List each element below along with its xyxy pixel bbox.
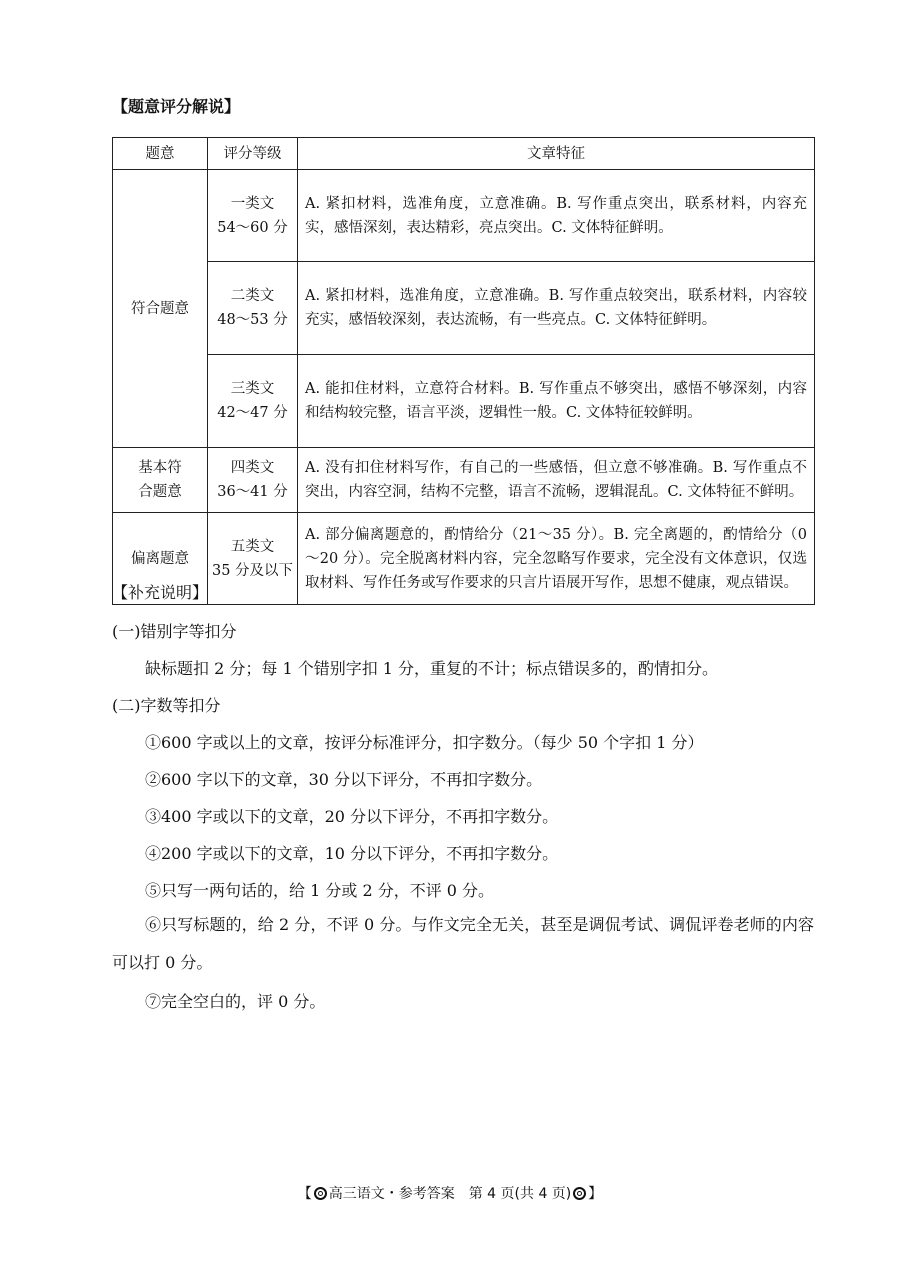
features-cell: A. 能扣住材料，立意符合材料。B. 写作重点不够突出，感悟不够深刻，内容和结构较完整，语言平淡，逻辑性一般。C. 文体特征较鲜明。	[298, 355, 815, 448]
grade-name: 四类文	[230, 460, 275, 476]
subsection-title-typos: (一)错别字等扣分	[112, 622, 237, 641]
table-row	[113, 513, 815, 605]
features-cell: A. 部分偏离题意的，酌情给分（21～35 分）。B. 完全离题的，酌情给分（0～20 分）。完全脱离材料内容，完全忽略写作要求，完全没有文体意识，仅选取材料、写作任务或写作要求的只言片语展开写作，思想不健康，观点错误。	[298, 513, 815, 605]
list-item: ③400 字或以下的文章，20 分以下评分，不再扣字数分。	[145, 807, 559, 826]
target-icon	[573, 1187, 586, 1200]
table-row	[113, 262, 815, 355]
table-row	[113, 355, 815, 448]
grade-name: 三类文	[230, 381, 275, 397]
table-header: 评分等级	[208, 138, 298, 170]
features-cell: A. 紧扣材料，选准角度，立意准确。B. 写作重点较突出，联系材料，内容较充实，感悟较深刻，表达流畅，有一些亮点。C. 文体特征鲜明。	[298, 262, 815, 355]
grade-cell	[208, 262, 298, 355]
list-item: ④200 字或以下的文章，10 分以下评分，不再扣字数分。	[145, 844, 559, 863]
table-header-row	[113, 138, 815, 170]
page-footer	[0, 1183, 900, 1203]
grade-name: 五类文	[230, 538, 275, 555]
footer-text: 高三语文・参考答案 第 4 页(共 4 页)	[328, 1186, 572, 1202]
table-row	[113, 170, 815, 262]
section-heading-supplement: 【补充说明】	[112, 583, 209, 602]
target-icon	[314, 1187, 327, 1200]
table-header: 题意	[113, 138, 208, 170]
features-cell: A. 紧扣材料，选准角度，立意准确。B. 写作重点突出，联系材料，内容充实，感悟深刻，表达精彩，亮点突出。C. 文体特征鲜明。	[298, 170, 815, 262]
grade-name: 一类文	[230, 195, 275, 212]
grade-range: 35 分及以下	[211, 562, 294, 579]
table-row	[113, 448, 815, 513]
grade-cell	[208, 170, 298, 262]
list-item: ①600 字或以上的文章，按评分标准评分，扣字数分。（每少 50 个字扣 1 分）	[145, 733, 704, 752]
grade-cell	[208, 513, 298, 605]
grade-range: 54～60 分	[217, 219, 288, 236]
grade-range: 42～47 分	[217, 405, 288, 421]
group-label-line: 合题意	[138, 484, 182, 500]
list-item: ⑤只写一两句话的，给 1 分或 2 分，不评 0 分。	[145, 881, 495, 900]
list-item: ②600 字以下的文章，30 分以下评分，不再扣字数分。	[145, 770, 543, 789]
subsection-title-wordcount: (二)字数等扣分	[112, 696, 221, 715]
section-heading-scoring: 【题意评分解说】	[112, 97, 241, 116]
grade-name: 二类文	[230, 288, 275, 304]
footer-bracket: 】	[588, 1186, 603, 1202]
table-header: 文章特征	[298, 138, 815, 170]
group-label-line: 基本符	[138, 460, 182, 476]
list-item: ⑦完全空白的，评 0 分。	[145, 992, 326, 1011]
grade-cell	[208, 355, 298, 448]
footer-bracket: 【	[297, 1186, 312, 1202]
group-cell: 偏离题意	[113, 513, 208, 605]
grade-cell	[208, 448, 298, 513]
grade-range: 36～41 分	[217, 484, 288, 500]
grade-range: 48～53 分	[217, 312, 288, 328]
group-cell	[113, 448, 208, 513]
scoring-table	[112, 137, 815, 605]
list-item: ⑥只写标题的，给 2 分，不评 0 分。与作文完全无关，甚至是调侃考试、调侃评卷老师的内容可以打 0 分。	[112, 915, 814, 972]
group-cell: 符合题意	[113, 170, 208, 448]
typo-rules-text: 缺标题扣 2 分；每 1 个错别字扣 1 分，重复的不计；标点错误多的，酌情扣分。	[145, 659, 719, 678]
features-cell: A. 没有扣住材料写作，有自己的一些感悟，但立意不够准确。B. 写作重点不突出，内容空洞，结构不完整，语言不流畅，逻辑混乱。C. 文体特征不鲜明。	[298, 448, 815, 513]
